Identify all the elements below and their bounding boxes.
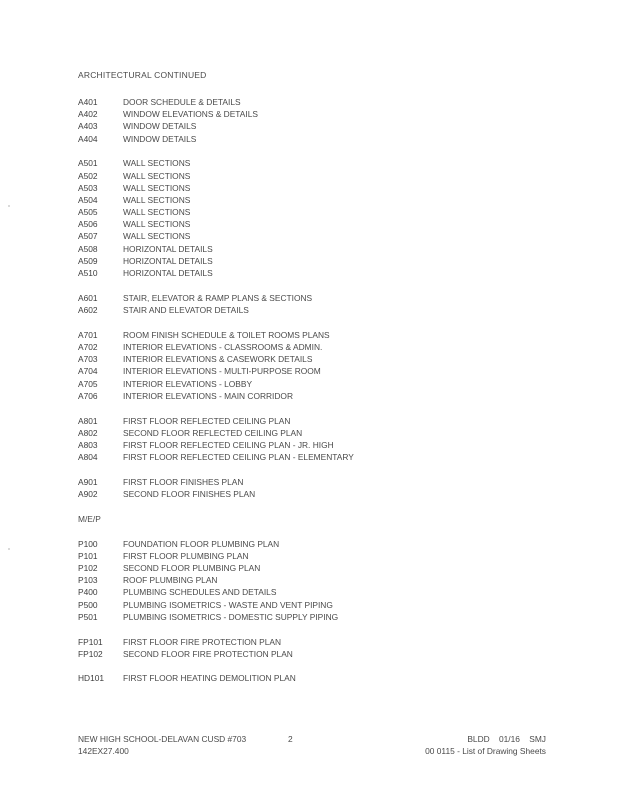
- sheet-row: [78, 292, 548, 304]
- sheet-group: [78, 415, 548, 464]
- sheet-title: INTERIOR ELEVATIONS & CASEWORK DETAILS: [123, 354, 313, 365]
- sheet-number: P501: [78, 611, 98, 622]
- section-heading: ARCHITECTURAL CONTINUED: [78, 70, 207, 80]
- sheet-number: A802: [78, 427, 98, 438]
- footer-project-number: 142EX27.400: [78, 746, 129, 756]
- sheet-title: INTERIOR ELEVATIONS - LOBBY: [123, 378, 253, 389]
- sheet-title: WINDOW DETAILS: [123, 121, 197, 132]
- sheet-row: [78, 439, 548, 451]
- sheet-row: [78, 170, 548, 182]
- sheet-group: [78, 672, 548, 684]
- sheet-number: A706: [78, 390, 98, 401]
- footer-right: [425, 733, 546, 757]
- margin-speck: [8, 548, 10, 550]
- sheet-number: A402: [78, 109, 98, 120]
- sheet-title: ROOF PLUMBING PLAN: [123, 575, 218, 586]
- sheet-title: PLUMBING ISOMETRICS - DOMESTIC SUPPLY PIPING: [123, 611, 339, 622]
- sheet-number: P101: [78, 550, 98, 561]
- sheet-number: P102: [78, 562, 98, 573]
- sheet-title: WALL SECTIONS: [123, 182, 191, 193]
- sheet-title: FIRST FLOOR FINISHES PLAN: [123, 476, 244, 487]
- sheet-number: A510: [78, 268, 98, 279]
- sheet-title: FIRST FLOOR PLUMBING PLAN: [123, 550, 249, 561]
- sheet-group: [78, 476, 548, 500]
- sheet-row: [78, 476, 548, 488]
- sheet-number: A702: [78, 341, 98, 352]
- sheet-title: FIRST FLOOR REFLECTED CEILING PLAN - ELEMENTARY: [123, 452, 354, 463]
- sheet-title: FIRST FLOOR REFLECTED CEILING PLAN - JR. HIGH: [123, 439, 334, 450]
- sheet-title: INTERIOR ELEVATIONS - MULTI-PURPOSE ROOM: [123, 366, 321, 377]
- sheet-number: A601: [78, 292, 98, 303]
- sheet-row: [78, 562, 548, 574]
- sheet-row: [78, 599, 548, 611]
- sheet-number: FP102: [78, 648, 103, 659]
- footer-left: [78, 733, 246, 757]
- sheet-number: A401: [78, 97, 98, 107]
- sheet-row: [78, 378, 548, 390]
- sheet-row: [78, 538, 548, 550]
- sheet-row: [78, 550, 548, 562]
- sheet-number: A507: [78, 231, 98, 242]
- sheet-number: HD101: [78, 673, 105, 684]
- footer-page-number: 2: [288, 734, 293, 744]
- sheet-number: A501: [78, 158, 98, 169]
- sheet-number: A506: [78, 219, 98, 230]
- sheet-title: INTERIOR ELEVATIONS - CLASSROOMS & ADMIN.: [123, 341, 323, 352]
- sheet-title: FOUNDATION FLOOR PLUMBING PLAN: [123, 538, 280, 549]
- sheet-row: [78, 218, 548, 230]
- sheet-number: A803: [78, 439, 98, 450]
- discipline-label: M/E/P: [78, 513, 101, 524]
- sheet-number: A403: [78, 121, 98, 132]
- sheet-title: SECOND FLOOR FINISHES PLAN: [123, 489, 256, 500]
- sheet-row: [78, 206, 548, 218]
- sheet-row: [78, 648, 548, 660]
- sheet-row: [78, 636, 548, 648]
- sheet-title: HORIZONTAL DETAILS: [123, 255, 213, 266]
- margin-speck: [8, 205, 10, 207]
- sheet-row: [78, 194, 548, 206]
- sheet-row: [78, 611, 548, 623]
- sheet-row: [78, 133, 548, 145]
- sheet-title: INTERIOR ELEVATIONS - MAIN CORRIDOR: [123, 390, 293, 401]
- sheet-number: A804: [78, 452, 98, 463]
- sheet-title: WALL SECTIONS: [123, 231, 191, 242]
- sheet-title: SECOND FLOOR REFLECTED CEILING PLAN: [123, 427, 303, 438]
- sheet-title: WINDOW ELEVATIONS & DETAILS: [123, 109, 258, 120]
- sheet-number: A701: [78, 329, 98, 340]
- sheet-title: FIRST FLOOR REFLECTED CEILING PLAN: [123, 415, 291, 426]
- sheet-number: A505: [78, 207, 98, 218]
- sheet-row: [78, 365, 548, 377]
- sheet-number: A508: [78, 243, 98, 254]
- sheet-title: WALL SECTIONS: [123, 207, 191, 218]
- sheet-title: PLUMBING ISOMETRICS - WASTE AND VENT PIPING: [123, 599, 333, 610]
- sheet-number: A503: [78, 182, 98, 193]
- sheet-row: [78, 108, 548, 120]
- sheet-number: A502: [78, 170, 98, 181]
- sheet-row: [78, 329, 548, 341]
- sheet-row: [78, 353, 548, 365]
- sheet-row: [78, 390, 548, 402]
- sheet-row: [78, 243, 548, 255]
- sheet-group: [78, 329, 548, 402]
- sheet-title: PLUMBING SCHEDULES AND DETAILS: [123, 587, 277, 598]
- sheet-title: WALL SECTIONS: [123, 194, 191, 205]
- sheet-title: STAIR AND ELEVATOR DETAILS: [123, 305, 249, 315]
- sheet-group: [78, 96, 548, 145]
- sheet-group: [78, 636, 548, 660]
- sheet-row: [78, 672, 548, 684]
- sheet-number: A504: [78, 194, 98, 205]
- sheet-title: WINDOW DETAILS: [123, 133, 197, 144]
- sheet-number: FP101: [78, 636, 103, 647]
- sheet-row: [78, 120, 548, 132]
- sheet-number: P500: [78, 599, 98, 610]
- sheet-row: [78, 157, 548, 169]
- sheet-title: SECOND FLOOR FIRE PROTECTION PLAN: [123, 648, 293, 659]
- sheet-number: A509: [78, 255, 98, 266]
- sheet-title: SECOND FLOOR PLUMBING PLAN: [123, 562, 261, 573]
- sheet-title: WALL SECTIONS: [123, 219, 191, 230]
- sheet-row: [78, 574, 548, 586]
- footer-section-title: 00 0115 - List of Drawing Sheets: [425, 746, 546, 756]
- sheet-title: DOOR SCHEDULE & DETAILS: [123, 97, 241, 107]
- sheet-row: [78, 230, 548, 242]
- sheet-group: [78, 538, 548, 623]
- sheet-number: A902: [78, 489, 98, 500]
- sheet-number: A704: [78, 366, 98, 377]
- footer-issue-info: BLDD 01/16 SMJ: [467, 734, 546, 744]
- sheet-title: FIRST FLOOR HEATING DEMOLITION PLAN: [123, 673, 296, 684]
- footer-project-name: NEW HIGH SCHOOL-DELAVAN CUSD #703: [78, 734, 247, 744]
- drawing-sheet-list: [78, 96, 548, 697]
- sheet-number: P103: [78, 575, 98, 586]
- sheet-title: HORIZONTAL DETAILS: [123, 243, 213, 254]
- sheet-title: HORIZONTAL DETAILS: [123, 268, 213, 279]
- sheet-number: A404: [78, 133, 98, 144]
- sheet-row: [78, 415, 548, 427]
- sheet-row: [78, 267, 548, 279]
- sheet-number: A602: [78, 305, 98, 315]
- sheet-number: A901: [78, 476, 98, 487]
- sheet-row: [78, 182, 548, 194]
- sheet-title: WALL SECTIONS: [123, 158, 191, 169]
- sheet-row: [78, 427, 548, 439]
- sheet-row: [78, 304, 548, 316]
- sheet-row: [78, 341, 548, 353]
- sheet-title: FIRST FLOOR FIRE PROTECTION PLAN: [123, 636, 282, 647]
- sheet-row: [78, 586, 548, 598]
- sheet-row: [78, 451, 548, 463]
- sheet-title: WALL SECTIONS: [123, 170, 191, 181]
- sheet-number: A703: [78, 354, 98, 365]
- sheet-number: P100: [78, 538, 98, 549]
- sheet-number: A705: [78, 378, 98, 389]
- sheet-row: [78, 488, 548, 500]
- sheet-number: P400: [78, 587, 98, 598]
- sheet-number: A801: [78, 415, 98, 426]
- sheet-title: STAIR, ELEVATOR & RAMP PLANS & SECTIONS: [123, 292, 313, 303]
- sheet-group: [78, 157, 548, 279]
- sheet-row: [78, 96, 548, 108]
- sheet-title: ROOM FINISH SCHEDULE & TOILET ROOMS PLANS: [123, 329, 330, 340]
- sheet-group: [78, 292, 548, 316]
- sheet-row: [78, 255, 548, 267]
